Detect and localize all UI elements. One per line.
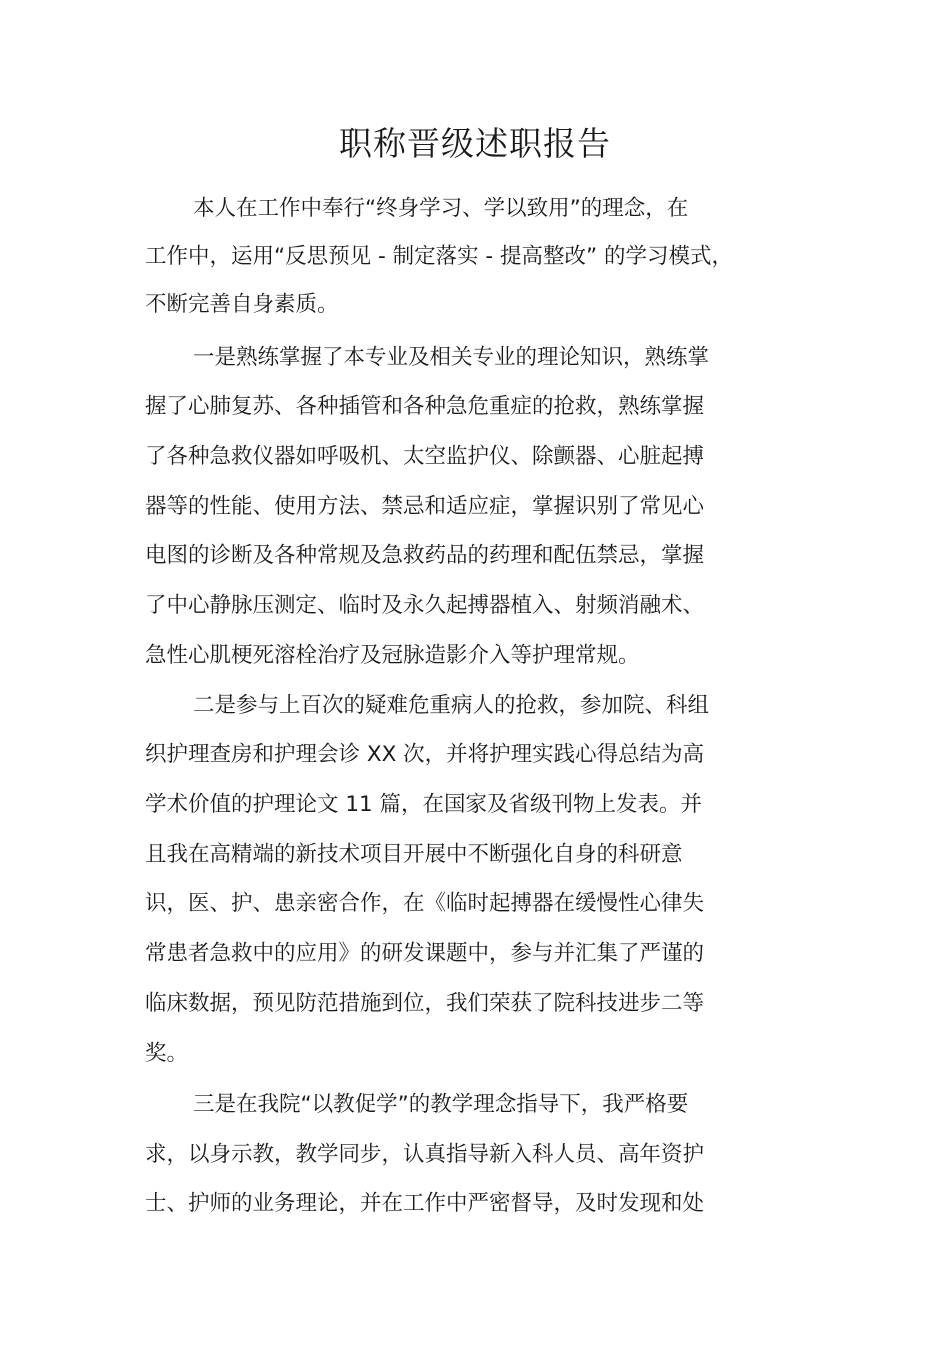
body-line: 不断完善自身素质。 (145, 292, 339, 317)
body-line: 本人在工作中奉行“终身学习、学以致用”的理念，在 (193, 196, 689, 221)
document-title: 职称晋级述职报告 (339, 124, 611, 163)
body-line: 工作中，运用“反思预见 - 制定落实 - 提高整改” 的学习模式， (145, 244, 733, 269)
body-line: 学术价值的护理论文 11 篇，在国家及省级刊物上发表。并 (145, 792, 703, 817)
body-line: 二是参与上百次的疑难危重病人的抢救，参加院、科组 (193, 693, 710, 718)
body-line: 识，医、护、患亲密合作，在《临时起搏器在缓慢性心律失 (145, 891, 705, 916)
body-line: 了中心静脉压测定、临时及永久起搏器植入、射频消融术、 (145, 593, 705, 618)
body-line: 织护理查房和护理会诊 XX 次，并将护理实践心得总结为高 (145, 742, 705, 767)
body-line: 三是在我院“以教促学”的教学理念指导下，我严格要 (193, 1092, 689, 1117)
body-line: 士、护师的业务理论，并在工作中严密督导，及时发现和处 (145, 1191, 705, 1216)
body-line: 一是熟练掌握了本专业及相关专业的理论知识，熟练掌 (193, 345, 710, 370)
body-line: 且我在高精端的新技术项目开展中不断强化自身的科研意 (145, 842, 683, 867)
body-line: 求，以身示教，教学同步，认真指导新入科人员、高年资护 (145, 1142, 705, 1167)
body-line: 急性心肌梗死溶栓治疗及冠脉造影介入等护理常规。 (145, 643, 640, 668)
body-line: 电图的诊断及各种常规及急救药品的药理和配伍禁忌，掌握 (145, 543, 705, 568)
body-line: 奖。 (145, 1041, 189, 1066)
body-line: 常患者急救中的应用》的研发课题中，参与并汇集了严谨的 (145, 941, 705, 966)
body-line: 握了心肺复苏、各种插管和各种急危重症的抢救，熟练掌握 (145, 394, 705, 419)
body-line: 器等的性能、使用方法、禁忌和适应症，掌握识别了常见心 (145, 494, 705, 519)
body-line: 了各种急救仪器如呼吸机、太空监护仪、除颤器、心脏起搏 (145, 444, 705, 469)
body-line: 临床数据，预见防范措施到位，我们荣获了院科技进步二等 (145, 991, 705, 1016)
